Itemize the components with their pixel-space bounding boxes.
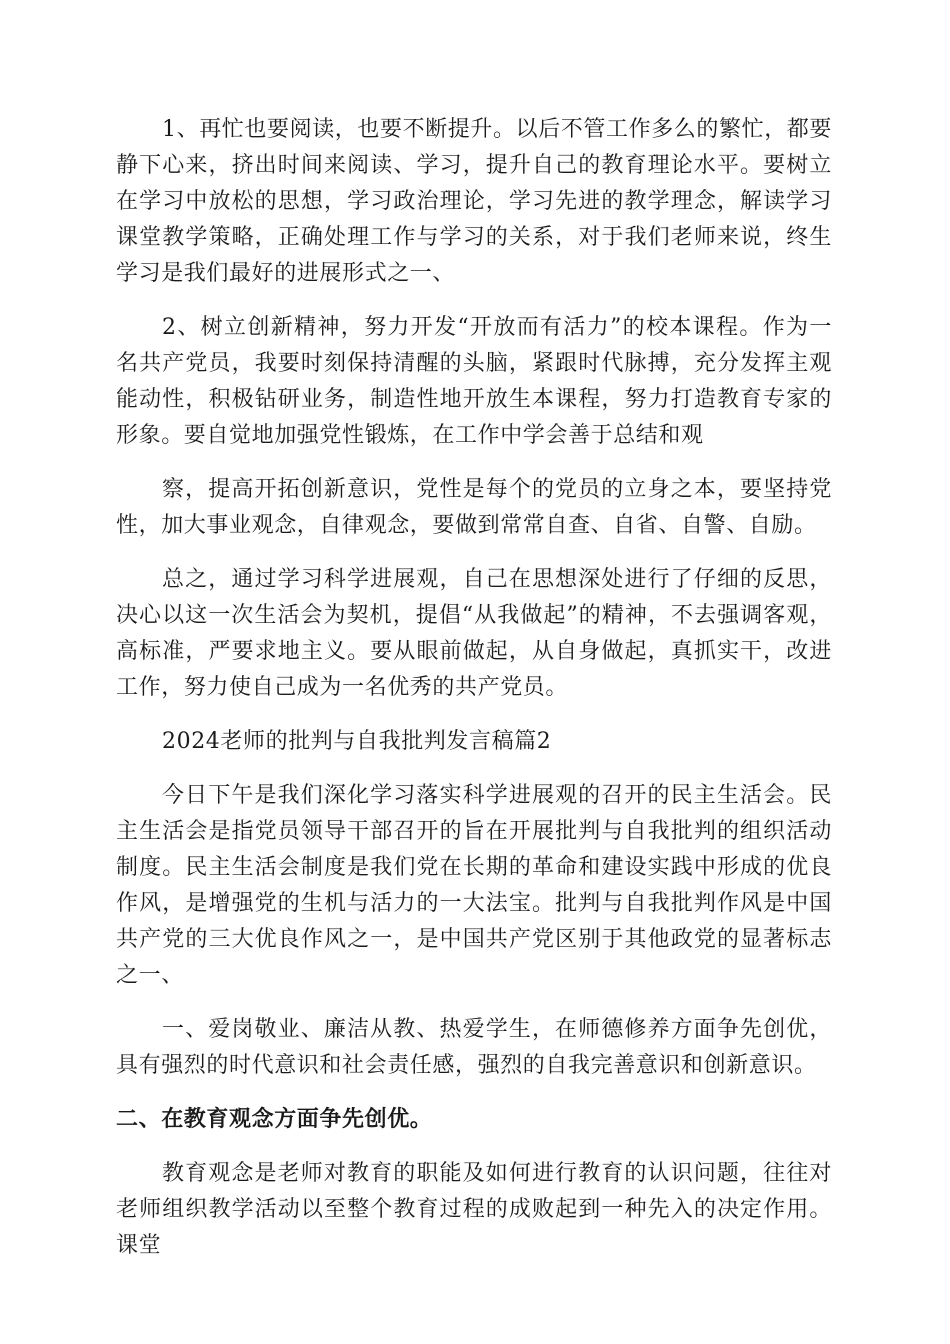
article-title: 2024老师的批判与自我批判发言稿篇2 bbox=[162, 729, 552, 754]
paragraph-reading: 1、再忙也要阅读，也要不断提升。以后不管工作多么的繁忙，都要静下心来，挤出时间来阅读、学习，提升自己的教育理论水平。要树立在学习中放松的思想，学习政治理论，学习先进的教学理念，解读学习课堂教学策略，正确处理工作与学习的关系，对于我们老师来说，终生学习是我们最好的进展形式之一、 bbox=[116, 117, 832, 286]
document-body bbox=[116, 112, 832, 1282]
section-heading-education-concept: 二、在教育观念方面争先创优。 bbox=[116, 1107, 433, 1132]
paragraph-innovation: 2、树立创新精神，努力开发“开放而有活力”的校本课程。作为一名共产党员，我要时刻保持清醒的头脑，紧跟时代脉搏，充分发挥主观能动性，积极钻研业务，制造性地开放生本课程，努力打造教育专家的形象。要自觉地加强党性锻炼，在工作中学会善于总结和观 bbox=[116, 315, 832, 448]
paragraph-ethics: 一、爱岗敬业、廉洁从教、热爱学生，在师德修养方面争先创优，具有强烈的时代意识和社会责任感，强烈的自我完善意识和创新意识。 bbox=[116, 1017, 832, 1078]
paragraph-conclusion: 总之，通过学习科学进展观，自己在思想深处进行了仔细的反思，决心以这一次生活会为契机，提倡“从我做起”的精神，不去强调客观，高标准，严要求地主义。要从眼前做起，从自身做起，真抓实干，改进工作，努力使自己成为一名优秀的共产党员。 bbox=[116, 567, 832, 700]
paragraph-party-spirit: 察，提高开拓创新意识，党性是每个的党员的立身之本，要坚持党性，加大事业观念，自律观念，要做到常常自查、自省、自警、自励。 bbox=[116, 477, 832, 538]
paragraph-meeting-intro: 今日下午是我们深化学习落实科学进展观的召开的民主生活会。民主生活会是指党员领导干部召开的旨在开展批判与自我批判的组织活动制度。民主生活会制度是我们党在长期的革命和建设实践中形成的优良作风，是增强党的生机与活力的一大法宝。批判与自我批判作风是中国共产党的三大优良作风之一，是中国共产党区别于其他政党的显著标志之一、 bbox=[116, 783, 832, 988]
paragraph-education-concept: 教育观念是老师对教育的职能及如何进行教育的认识问题，往往对老师组织教学活动以至整个教育过程的成败起到一种先入的决定作用。课堂 bbox=[116, 1161, 832, 1258]
